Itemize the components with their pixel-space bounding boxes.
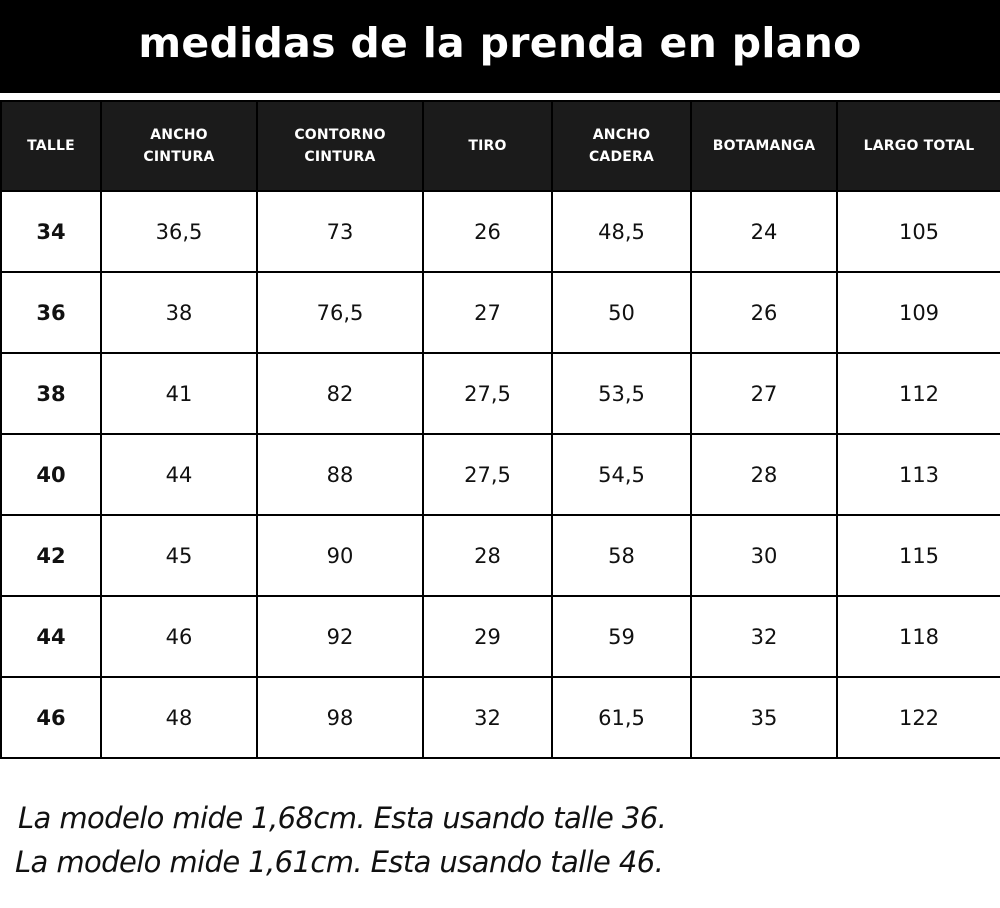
table-cell: 115: [837, 515, 1000, 596]
table-cell: 90: [257, 515, 423, 596]
table-row: [1, 677, 1000, 758]
table-row: [1, 596, 1000, 677]
model-note: La modelo mide 1,68cm. Esta usando talle 36.: [18, 801, 667, 835]
column-header-botamanga: BOTAMANGA: [691, 101, 837, 191]
table-cell: 73: [257, 191, 423, 272]
model-note: La modelo mide 1,61cm. Esta usando talle 46.: [15, 845, 664, 879]
table-cell: 27,5: [423, 353, 552, 434]
table-cell: 26: [691, 272, 837, 353]
table-cell: 35: [691, 677, 837, 758]
table-cell: 27: [691, 353, 837, 434]
table-cell: 46: [101, 596, 257, 677]
size-cell: 42: [1, 515, 101, 596]
table-cell: 54,5: [552, 434, 691, 515]
size-cell: 38: [1, 353, 101, 434]
table-cell: 122: [837, 677, 1000, 758]
table-row: [1, 515, 1000, 596]
column-header-talle: TALLE: [1, 101, 101, 191]
table-cell: 113: [837, 434, 1000, 515]
table-cell: 59: [552, 596, 691, 677]
table-cell: 41: [101, 353, 257, 434]
size-chart-table: [0, 100, 1000, 759]
table-cell: 48,5: [552, 191, 691, 272]
table-row: [1, 353, 1000, 434]
table-cell: 36,5: [101, 191, 257, 272]
table-cell: 109: [837, 272, 1000, 353]
table-cell: 88: [257, 434, 423, 515]
column-header-largo-total: LARGO TOTAL: [837, 101, 1000, 191]
table-cell: 58: [552, 515, 691, 596]
title-bar: [0, 0, 1000, 93]
column-header-tiro: TIRO: [423, 101, 552, 191]
table-cell: 27: [423, 272, 552, 353]
table-cell: 98: [257, 677, 423, 758]
table-header-row: [1, 101, 1000, 191]
size-cell: 46: [1, 677, 101, 758]
page-title: medidas de la prenda en plano: [138, 18, 862, 67]
table-cell: 61,5: [552, 677, 691, 758]
table-cell: 82: [257, 353, 423, 434]
table-cell: 24: [691, 191, 837, 272]
table-cell: 29: [423, 596, 552, 677]
table-cell: 32: [691, 596, 837, 677]
table-cell: 30: [691, 515, 837, 596]
table-cell: 28: [423, 515, 552, 596]
table-cell: 26: [423, 191, 552, 272]
table-cell: 76,5: [257, 272, 423, 353]
table-cell: 48: [101, 677, 257, 758]
table-cell: 28: [691, 434, 837, 515]
size-cell: 36: [1, 272, 101, 353]
table-cell: 112: [837, 353, 1000, 434]
table-cell: 45: [101, 515, 257, 596]
column-header-ancho-cadera: ANCHO CADERA: [552, 101, 691, 191]
table-row: [1, 191, 1000, 272]
column-header-contorno-cintura: CONTORNO CINTURA: [257, 101, 423, 191]
table-cell: 53,5: [552, 353, 691, 434]
table-cell: 105: [837, 191, 1000, 272]
table-row: [1, 434, 1000, 515]
table-cell: 92: [257, 596, 423, 677]
table-row: [1, 272, 1000, 353]
table-cell: 38: [101, 272, 257, 353]
size-cell: 44: [1, 596, 101, 677]
table-cell: 27,5: [423, 434, 552, 515]
table-cell: 32: [423, 677, 552, 758]
table-cell: 50: [552, 272, 691, 353]
table-cell: 44: [101, 434, 257, 515]
size-cell: 34: [1, 191, 101, 272]
size-cell: 40: [1, 434, 101, 515]
table-cell: 118: [837, 596, 1000, 677]
column-header-ancho-cintura: ANCHO CINTURA: [101, 101, 257, 191]
